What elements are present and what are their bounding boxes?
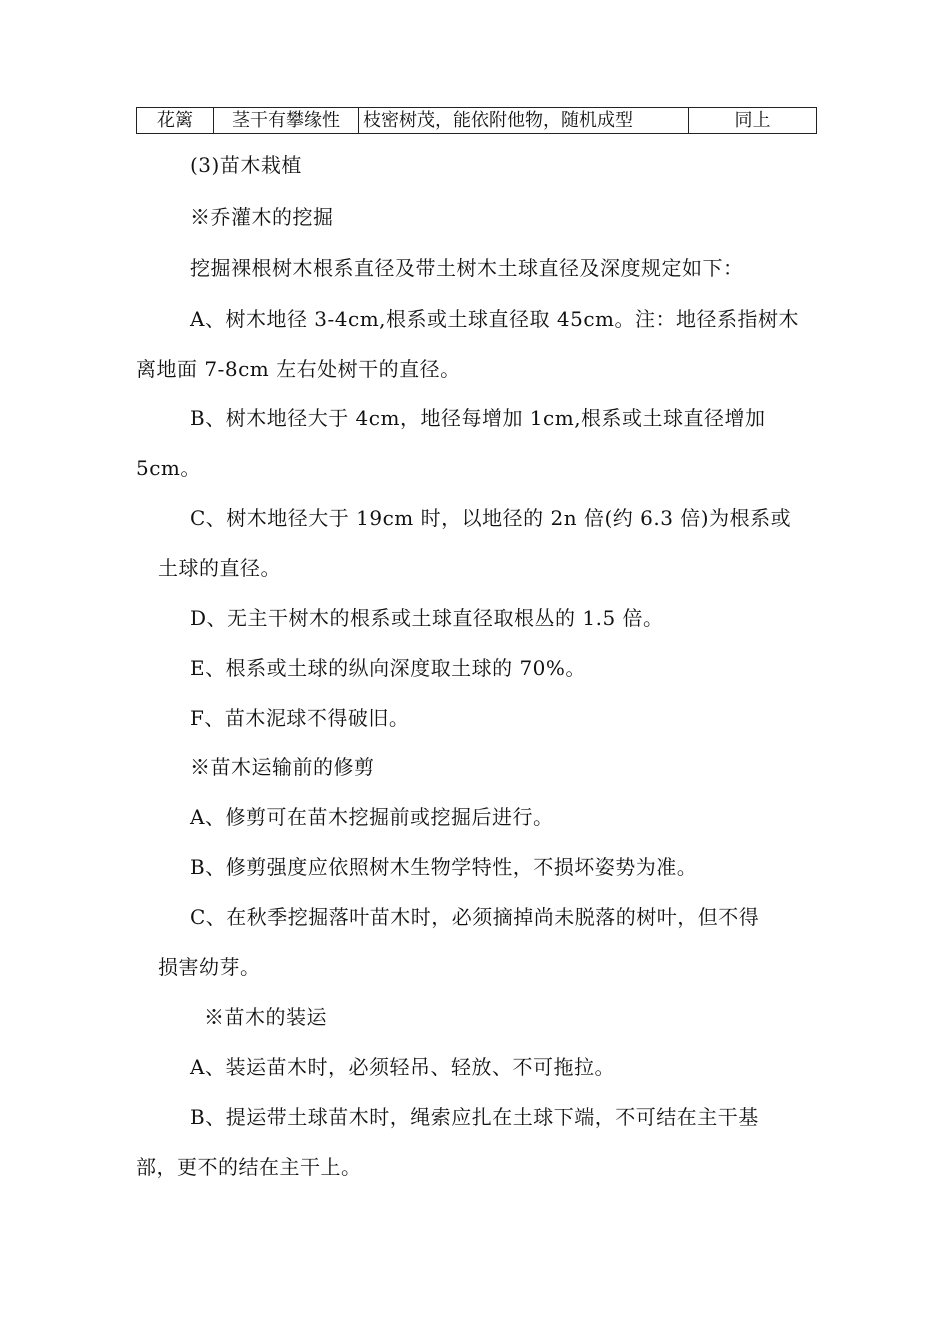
paragraph-line: C、在秋季挖掘落叶苗木时，必须摘掉尚未脱落的树叶，但不得 <box>190 905 760 929</box>
paragraph-line: 损害幼芽。 <box>158 955 261 979</box>
plant-spec-table <box>136 107 817 134</box>
paragraph-line: A、修剪可在苗木挖掘前或挖掘后进行。 <box>190 805 554 829</box>
section-heading-planting: (3)苗木栽植 <box>190 153 302 177</box>
paragraph-line: A、装运苗木时，必须轻吊、轻放、不可拖拉。 <box>190 1055 615 1079</box>
subheading-loading: ※苗木的装运 <box>204 1005 327 1029</box>
table-row <box>137 108 817 134</box>
table-cell-description: 枝密树茂，能依附他物，随机成型 <box>359 108 689 134</box>
paragraph-line: F、苗木泥球不得破旧。 <box>190 706 410 730</box>
paragraph-line: B、修剪强度应依照树木生物学特性，不损坏姿势为准。 <box>190 855 698 879</box>
paragraph-line: E、根系或土球的纵向深度取土球的 70%。 <box>190 656 586 680</box>
table-cell-note: 同上 <box>689 108 817 134</box>
paragraph-line: D、无主干树木的根系或土球直径取根丛的 1.5 倍。 <box>190 606 664 630</box>
paragraph-line: 土球的直径。 <box>158 556 281 580</box>
subheading-pruning: ※苗木运输前的修剪 <box>190 755 375 779</box>
table-cell-type: 花篱 <box>137 108 214 134</box>
subheading-digging: ※乔灌木的挖掘 <box>190 205 334 229</box>
paragraph-line: B、树木地径大于 4cm，地径每增加 1cm,根系或土球直径增加 <box>190 406 766 430</box>
paragraph-line: 部，更不的结在主干上。 <box>136 1155 362 1179</box>
paragraph-line: 5cm。 <box>136 456 201 480</box>
paragraph-line: 离地面 7-8cm 左右处树干的直径。 <box>136 357 461 381</box>
paragraph-line: B、提运带土球苗木时，绳索应扎在土球下端，不可结在主干基 <box>190 1105 759 1129</box>
table-cell-feature: 茎干有攀缘性 <box>214 108 359 134</box>
paragraph-line: C、树木地径大于 19cm 时，以地径的 2n 倍(约 6.3 倍)为根系或 <box>190 506 792 530</box>
paragraph-line: A、树木地径 3-4cm,根系或土球直径取 45cm。注：地径系指树木 <box>190 307 800 331</box>
paragraph-line: 挖掘裸根树木根系直径及带土树木土球直径及深度规定如下： <box>190 256 744 280</box>
